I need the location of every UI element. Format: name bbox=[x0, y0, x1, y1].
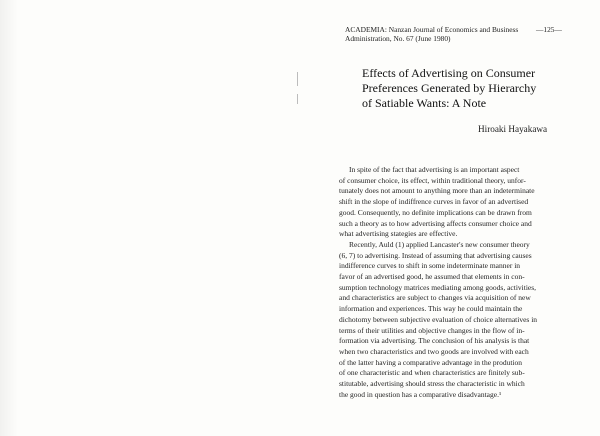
body-line: stitutable, advertising should stress the characteristic in which bbox=[339, 379, 525, 389]
body-line: Recently, Auld (1) applied Lancaster's new consumer theory bbox=[349, 239, 530, 249]
article-title bbox=[362, 66, 572, 111]
running-head-line: ACADEMIA: Nanzan Journal of Economics and Business bbox=[345, 25, 519, 34]
body-line: such a theory as to how advertising affects consumer choice and bbox=[339, 218, 532, 228]
body-line: terms of their utilities and objective changes in the flow of in- bbox=[339, 325, 525, 335]
body-line: and characteristics are subject to changes via acquisition of new bbox=[339, 293, 531, 303]
body-line: favor of an advertised good, he assumed that elements in con- bbox=[339, 272, 525, 282]
body-line: sumption technology matrices mediating among goods, activities, bbox=[339, 282, 537, 292]
body-line: formation via advertising. The conclusion of his analysis is that bbox=[339, 336, 530, 346]
body-line: dichotomy between subjective evaluation of choice alternatives in bbox=[339, 314, 538, 324]
title-line: of Satiable Wants: A Note bbox=[362, 96, 487, 110]
body-line: tunately does not amount to anything more than an indeterminate bbox=[339, 186, 535, 196]
gutter-mark bbox=[297, 94, 298, 104]
body-line: (6, 7) to advertising. Instead of assuming that advertising causes bbox=[339, 250, 532, 260]
title-line: Preferences Generated by Hierarchy bbox=[362, 81, 537, 95]
body-line: of consumer choice, its effect, within traditional theory, unfor- bbox=[339, 175, 526, 185]
body-line: In spite of the fact that advertising is an important aspect bbox=[349, 165, 520, 174]
body-line: of one characteristic and when characteristics are finitely sub- bbox=[339, 368, 525, 378]
gutter-mark bbox=[297, 72, 298, 86]
page-edge-shadow bbox=[0, 0, 18, 436]
body-line: good. Consequently, no definite implications can be drawn from bbox=[339, 207, 532, 217]
running-head-line: Administration, No. 67 (June 1980) bbox=[345, 34, 451, 43]
author-name: Hiroaki Hayakawa bbox=[478, 124, 548, 134]
body-line: when two characteristics and two goods are involved with each bbox=[339, 346, 529, 356]
body-line: shift in the slope of indiffrence curves in favor of an advertised bbox=[339, 197, 529, 207]
title-line: Effects of Advertising on Consumer bbox=[362, 66, 536, 80]
body-line: indifference curves to shift in some indeterminate manner in bbox=[339, 261, 521, 271]
body-line: information and experiences. This way he could maintain the bbox=[339, 304, 523, 314]
body-line: the good in question has a comparative disadvantage.¹ bbox=[339, 389, 502, 399]
body-line: of the latter having a comparative advantage in the prodution bbox=[339, 357, 523, 367]
page-number: —125— bbox=[536, 25, 562, 34]
body-line: what advertising stategies are effective. bbox=[339, 229, 458, 239]
body-text bbox=[339, 165, 574, 400]
